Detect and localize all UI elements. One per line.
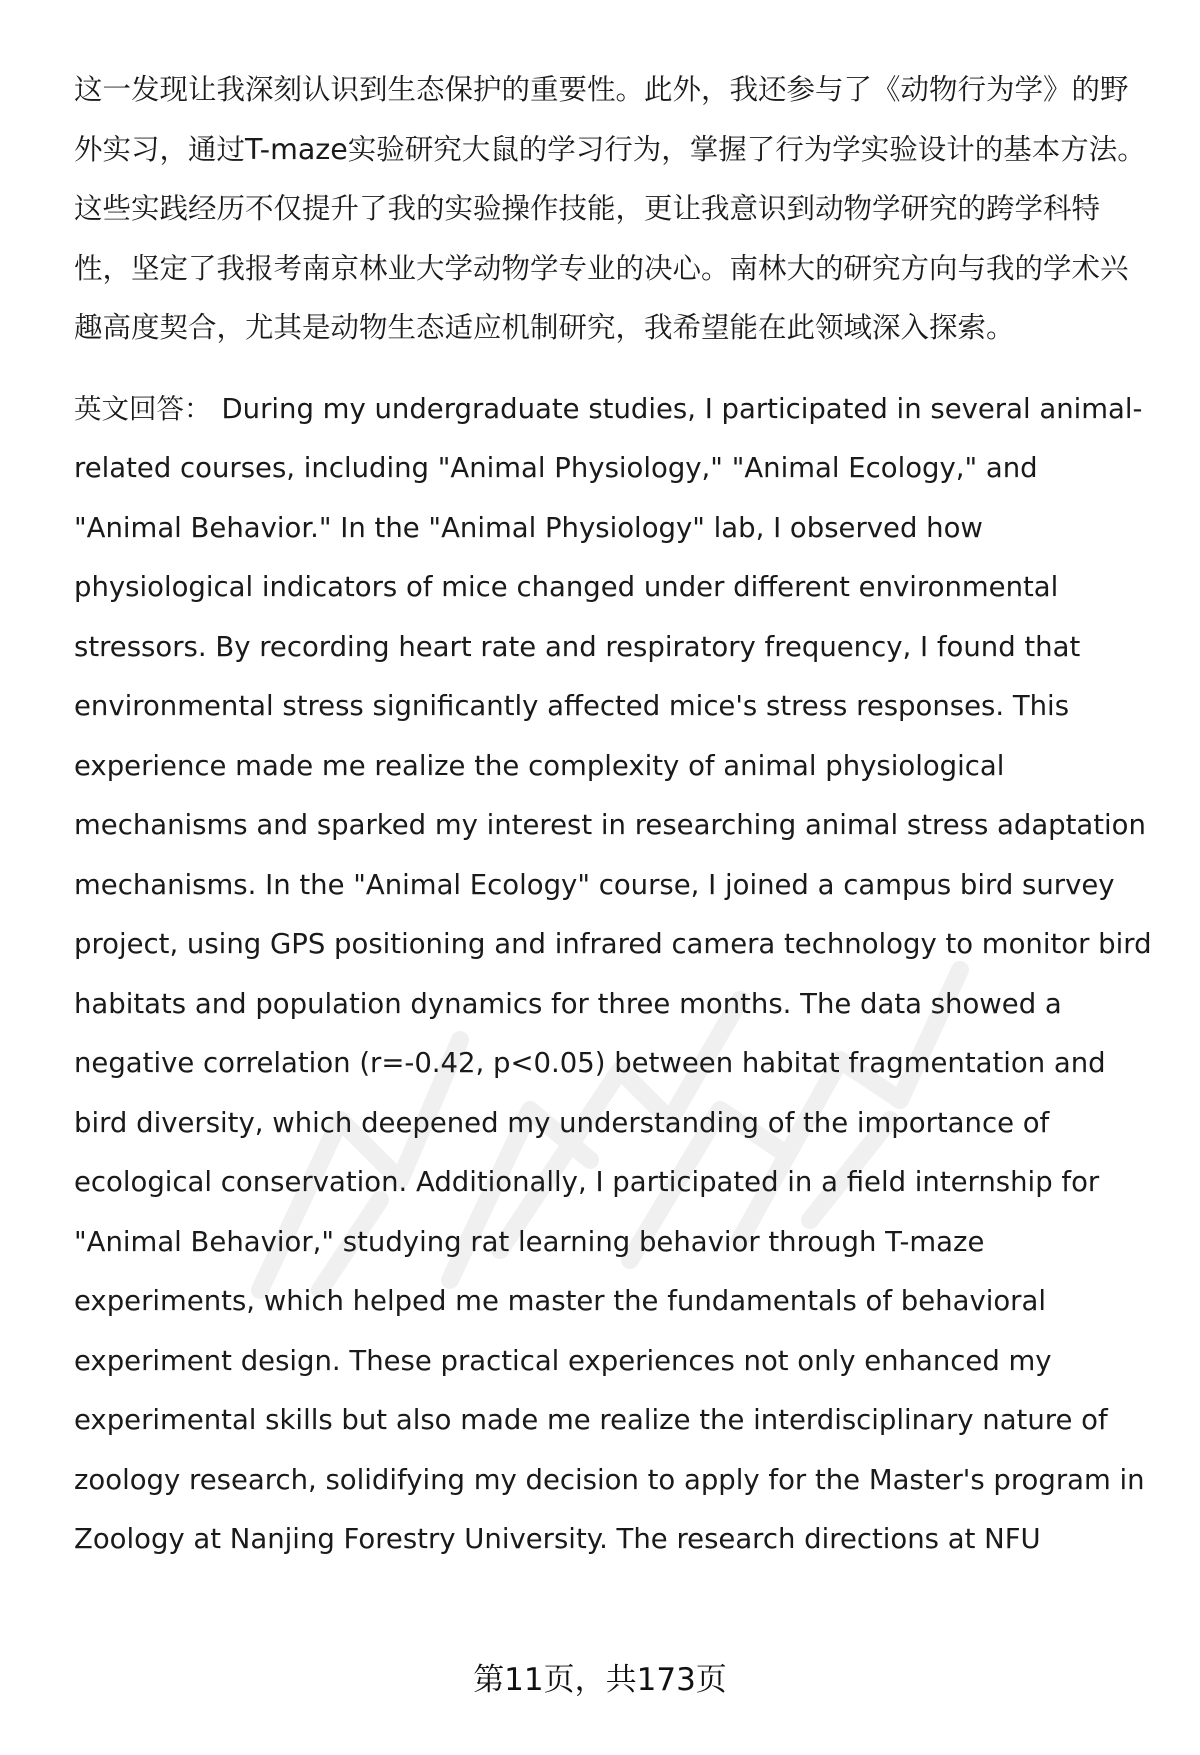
english-answer-text: During my undergraduate studies, I participated in several animal-related courses, including "Animal Physiology," "Animal Ecology," and "Animal Behavior." In the "Animal Physiology" lab, I observed how physiological indicators of mice changed under different environmental stressors. By recording heart rate and respiratory frequency, I found that environmental stress significantly affected mice's stress responses. This experience made me realize the complexity of animal physiological mechanisms and sparked my interest in researching animal stress adaptation mechanisms. In the "Animal Ecology" course, I joined a campus bird survey project, using GPS positioning and infrared camera technology to monitor bird habitats and population dynamics for three months. The data showed a negative correlation (r=-0.42, p<0.05) between habitat fragmentation and bird diversity, which deepened my understanding of the importance of ecological conservation. Additionally, I participated in a field internship for "Animal Behavior," studying rat learning behavior through T-maze experiments, which helped me master the fundamentals of behavioral experiment design. These practical experiences not only enhanced my experimental skills but also made me realize the interdisciplinary nature of zoology research, solidifying my decision to apply for the Master's program in Zoology at Nanjing Forestry University. The research directions at NFU xyxy=(74,392,1152,1555)
chinese-paragraph: 这一发现让我深刻认识到生态保护的重要性。此外，我还参与了《动物行为学》的野外实习，通过T-maze实验研究大鼠的学习行为，掌握了行为学实验设计的基本方法。这些实践经历不仅提升了我的实验操作技能，更让我意识到动物学研究的跨学科特性，坚定了我报考南京林业大学动物学专业的决心。南林大的研究方向与我的学术兴趣高度契合，尤其是动物生态适应机制研究，我希望能在此领域深入探索。 xyxy=(74,73,1146,344)
page-number-footer: 第11页，共173页 xyxy=(473,1662,727,1698)
english-answer-paragraph xyxy=(74,380,1154,1570)
document-body xyxy=(74,60,1154,1570)
english-answer-label: 英文回答： xyxy=(74,392,212,425)
